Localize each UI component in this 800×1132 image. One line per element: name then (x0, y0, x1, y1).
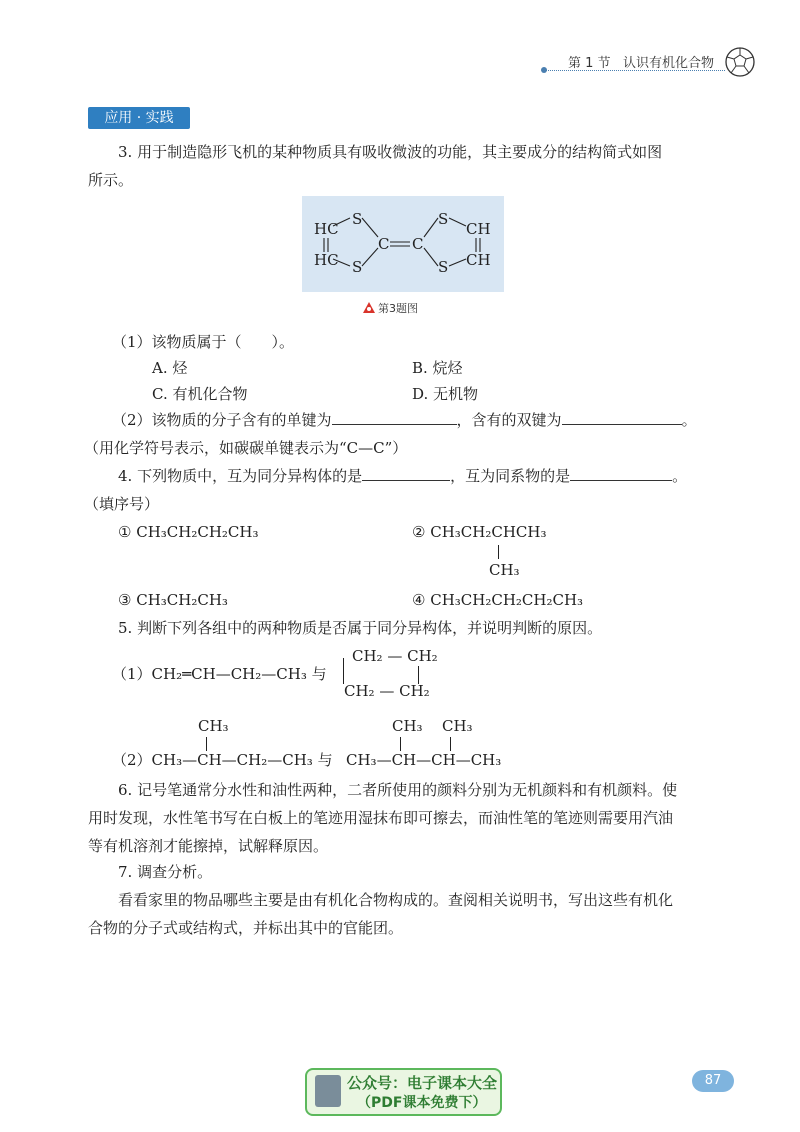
section-number: 第 1 节 (568, 56, 611, 71)
q3-sub2 (112, 410, 697, 430)
q4-item2-bond (498, 545, 499, 559)
q5-sub2-main-b: CH₃—CH—CH—CH₃ (346, 751, 502, 769)
figure-caption: 第3题图 (378, 302, 418, 315)
q4-isomer-blank[interactable] (362, 466, 450, 481)
q4-stem-text-b: ，互为同系物的是 (450, 467, 571, 485)
q3-option-c: C. 有机化合物 (152, 385, 248, 403)
q3-structure-figure (302, 196, 504, 292)
q5-sub1-label: （1）CH₂═CH—CH₂—CH₃ 与 (112, 665, 327, 683)
struct-ch-top: CH (466, 220, 491, 238)
q4-item-3: ③ CH₃CH₂CH₃ (118, 591, 228, 609)
struct-c-left: C (378, 235, 390, 253)
q5-stem: 5. 判断下列各组中的两种物质是否属于同分异构体，并说明判断的原因。 (118, 619, 603, 637)
q5-sub2-main-a: （2）CH₃—CH—CH₂—CH₃ 与 (112, 751, 333, 769)
struct-s-4: S (438, 258, 449, 276)
q4-stem-text-c: 。 (672, 467, 688, 485)
structure-diagram (302, 196, 504, 292)
struct-c-right: C (412, 235, 424, 253)
q4-item-2: ② CH₃CH₂CHCH₃ (412, 523, 547, 541)
q5-sub2-branch-b1: CH₃ (392, 717, 423, 735)
q3-sub2-text-a: （2）该物质的分子含有的单键为 (112, 411, 332, 429)
q7-title: 7. 调查分析。 (118, 863, 213, 881)
q4-stem-text-a: 4. 下列物质中，互为同分异构体的是 (118, 467, 363, 485)
q3-sub2-text-c: 。 (681, 411, 697, 429)
q6-line3: 等有机溶剂才能擦掉，试解释原因。 (88, 837, 329, 855)
q5-sub2-bond-b1 (400, 737, 401, 751)
struct-s-3: S (438, 210, 449, 228)
q3-option-d: D. 无机物 (412, 385, 479, 403)
q5-sub2-branch-a: CH₃ (198, 717, 229, 735)
watermark-banner (305, 1068, 502, 1116)
q3-option-b: B. 烷烃 (412, 359, 463, 377)
q4-item-1: ① CH₃CH₂CH₂CH₃ (118, 523, 259, 541)
figure-marker-icon (363, 302, 375, 314)
watermark-line2: （PDF课本免费下） (357, 1095, 487, 1111)
page-number: 87 (692, 1070, 734, 1092)
running-header (568, 52, 714, 71)
struct-hc-bottom: HC (314, 251, 339, 269)
q4-homolog-blank[interactable] (570, 466, 672, 481)
q3-single-bond-blank[interactable] (332, 410, 457, 425)
q5-sub1-ring-top: CH₂ — CH₂ (352, 647, 438, 665)
struct-hc-top: HC (314, 220, 339, 238)
q3-sub2-text-b: ，含有的双键为 (456, 411, 562, 429)
chapter-title: 认识有机化合物 (622, 56, 714, 71)
struct-s-2: S (352, 258, 363, 276)
q5-sub1-ring-bottom: CH₂ — CH₂ (344, 682, 430, 700)
q5-sub2-bond-a (206, 737, 207, 751)
q3-stem-line2: 所示。 (88, 171, 134, 189)
q3-sub1: （1）该物质属于（ ）。 (112, 333, 295, 351)
struct-s-1: S (352, 210, 363, 228)
q3-sub2-line2: （用化学符号表示，如碳碳单键表示为“C—C”） (84, 439, 408, 457)
watermark-line1: 公众号：电子课本大全 (347, 1074, 498, 1092)
q3-option-a: A. 烃 (152, 359, 188, 377)
q4-item-4: ④ CH₃CH₂CH₂CH₂CH₃ (412, 591, 584, 609)
q5-sub2-branch-b2: CH₃ (442, 717, 473, 735)
fullerene-icon (724, 46, 756, 78)
q7-line2: 合物的分子式或结构式，并标出其中的官能团。 (88, 919, 404, 937)
q4-stem-line2: （填序号） (84, 495, 160, 513)
q3-stem-line1: 3. 用于制造隐形飞机的某种物质具有吸收微波的功能，其主要成分的结构简式如图 (118, 143, 663, 161)
q4-item-2-branch: CH₃ (489, 561, 520, 579)
q3-double-bond-blank[interactable] (562, 410, 682, 425)
q4-stem (118, 466, 687, 486)
header-rule (545, 70, 725, 71)
q7-line1: 看看家里的物品哪些主要是由有机化合物构成的。查阅相关说明书，写出这些有机化 (118, 891, 674, 909)
struct-ch-bottom: CH (466, 251, 491, 269)
section-badge: 应用 · 实践 (88, 107, 190, 129)
q6-line1: 6. 记号笔通常分水性和油性两种，二者所使用的颜料分别为无机颜料和有机颜料。使 (118, 781, 678, 799)
q6-line2: 用时发现，水性笔书写在白板上的笔迹用湿抹布即可擦去，而油性笔的笔迹则需要用汽油 (88, 809, 674, 827)
q5-sub2-bond-b2 (450, 737, 451, 751)
book-icon (315, 1075, 341, 1107)
